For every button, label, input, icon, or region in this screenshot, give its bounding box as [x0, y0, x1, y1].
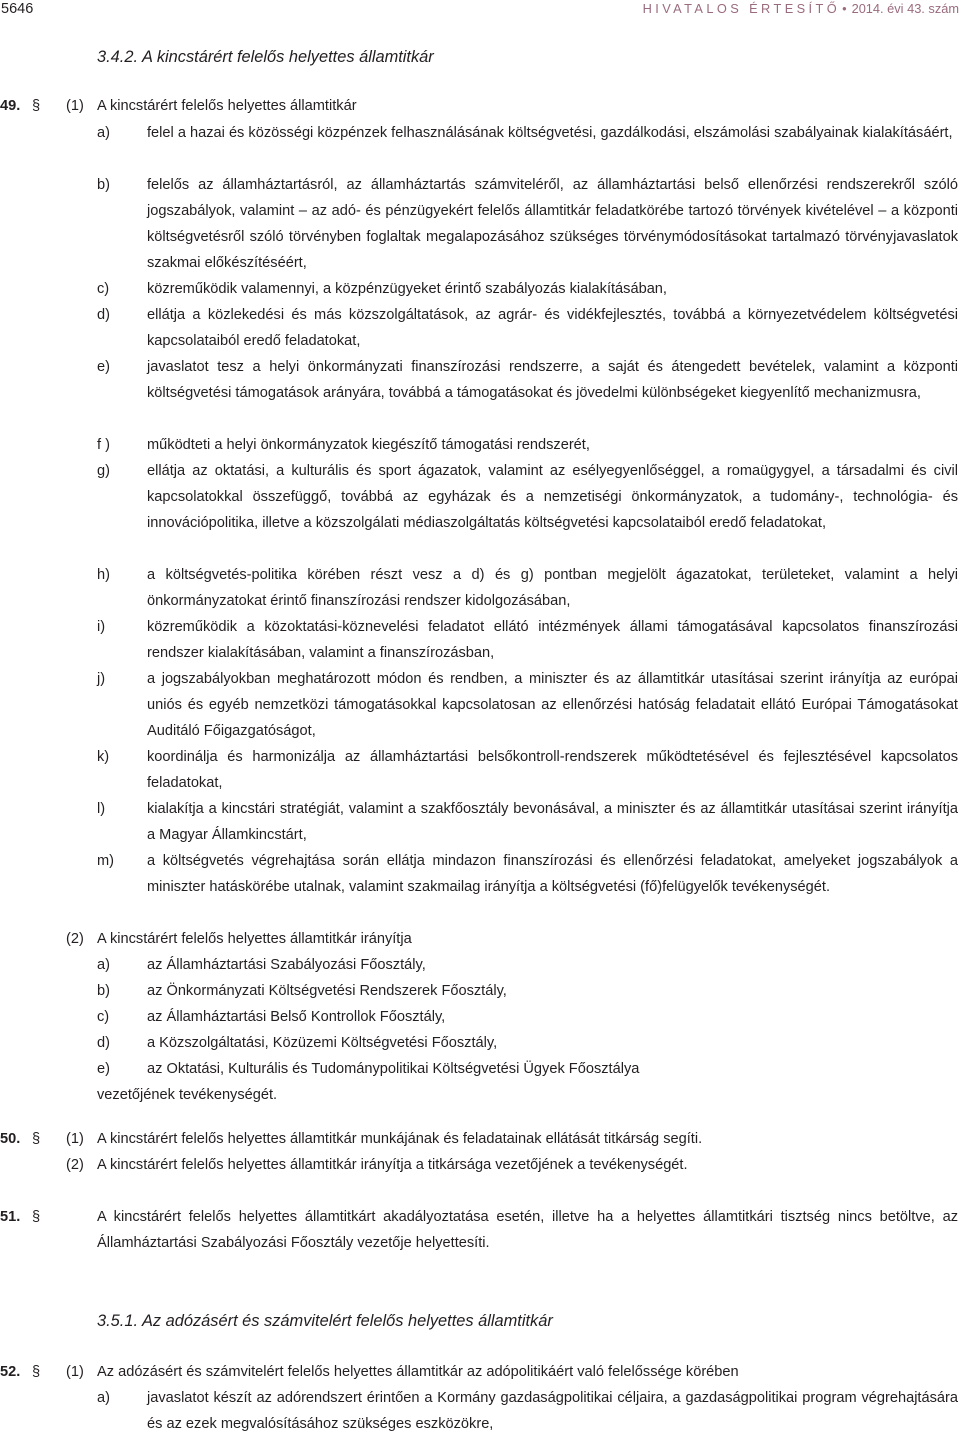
paragraph-text: A kincstárért felelős helyettes államtitkár irányítja a titkársága vezetőjének a tevékenységét. — [97, 1157, 688, 1173]
item-label: k) — [97, 749, 110, 765]
section-text: A kincstárért felelős helyettes államtitkárt akadályoztatása esetén, illetve ha a helyettes államtitkári tisztség nincs betöltve, az Államháztartási Szabályozási Főosztály vezetője helyettesíti. — [97, 1209, 958, 1251]
section-mark: § — [32, 1209, 41, 1225]
paragraph-number: (2) — [66, 931, 84, 947]
item-label: a) — [97, 1390, 110, 1406]
item-label: j) — [97, 671, 106, 687]
item-text: a Közszolgáltatási, Közüzemi Költségvetési Főosztály, — [147, 1035, 498, 1051]
item-label: i) — [97, 619, 106, 635]
item-label: d) — [97, 1035, 110, 1051]
item-label: b) — [97, 177, 110, 193]
paragraph-number: (1) — [66, 98, 84, 114]
item-label: h) — [97, 567, 110, 583]
page-number: 5646 — [1, 1, 34, 17]
journal-issue: 2014. évi 43. szám — [851, 1, 959, 16]
item-label: e) — [97, 359, 110, 375]
item-text: felel a hazai és közösségi közpénzek felhasználásának költségvetési, gazdálkodási, elszámolási szabályainak kialakításáért, — [147, 125, 953, 141]
item-label: c) — [97, 281, 110, 297]
item-text: koordinálja és harmonizálja az államháztartási belsőkontroll-rendszerek működtetésével és fejlesztésével kapcsolatos feladatokat, — [147, 749, 958, 791]
paragraph-number: (2) — [66, 1157, 84, 1173]
paragraph-number: (1) — [66, 1364, 84, 1380]
paragraph-tail: vezetőjének tevékenységét. — [97, 1087, 278, 1103]
item-text: javaslatot tesz a helyi önkormányzati finanszírozási rendszerre, a saját és átengedett bevételek, valamint a központi költségvetési támogatások arányára, továbbá a támogatásokat és jövedelmi különbségeket kiegyenlítő mechanizmusra, — [147, 359, 958, 401]
item-text: a költségvetés-politika körében részt vesz a d) és g) pontban megjelölt ágazatokat, területeket, valamint a helyi önkormányzatokat érintő finanszírozási rendszer kidolgozásában, — [147, 567, 958, 609]
item-label: l) — [97, 801, 106, 817]
journal-name: HIVATALOS ÉRTESÍTŐ — [642, 1, 841, 16]
item-text: az Államháztartási Szabályozási Főosztály, — [147, 957, 426, 973]
journal-title — [643, 0, 959, 18]
section-number: 50. — [0, 1131, 21, 1147]
header-separator: • — [842, 1, 847, 16]
item-text: közreműködik a közoktatási-köznevelési feladatot ellátó intézmények állami támogatásával kapcsolatos finanszírozási rendszer kialakításában, valamint a finanszírozásban, — [147, 619, 958, 661]
item-text: javaslatot készít az adórendszert érintően a Kormány gazdaságpolitikai céljaira, a gazdaságpolitikai program végrehajtására és az ezek megvalósításához szükséges eszközökre, — [147, 1390, 958, 1432]
section-mark: § — [32, 98, 41, 114]
item-text: a jogszabályokban meghatározott módon és rendben, a miniszter és az államtitkár utasításai szerint irányítja az európai uniós és egyéb nemzetközi támogatásokkal kapcsolatosan az ellenőrzési hatóság feladatait ellátó Európai Támogatásokat Auditáló Főigazgatóságot, — [147, 671, 958, 739]
paragraph-text: A kincstárért felelős helyettes államtitkár munkájának és feladatainak ellátását titkárság segíti. — [97, 1131, 703, 1147]
section-mark: § — [32, 1131, 41, 1147]
item-text: felelős az államháztartásról, az államháztartás számviteléről, az államháztartási belső ellenőrzési rendszerekről szóló jogszabályok, valamint – az adó- és pénzügyekért felelős államtitkár feladatkörébe tartozó törvények kivételével – a központi költségvetésről szóló törvényben foglaltak megalapozásához szükséges törvénymódosításokat tartalmazó törvényjavaslatok szakmai előkészítéséért, — [147, 177, 958, 271]
item-text: ellátja a közlekedési és más közszolgáltatások, az agrár- és vidékfejlesztés, továbbá a környezetvédelem költségvetési kapcsolataiból eredő feladatokat, — [147, 307, 958, 349]
item-label: e) — [97, 1061, 110, 1077]
item-text: az Oktatási, Kulturális és Tudománypolitikai Költségvetési Ügyek Főosztálya — [147, 1061, 640, 1077]
paragraph-intro: Az adózásért és számvitelért felelős helyettes államtitkár az adópolitikáért való felelőssége körében — [97, 1364, 739, 1380]
item-text: a költségvetés végrehajtása során ellátja mindazon finanszírozási és ellenőrzési feladatokat, amelyeket jogszabályok a miniszter hatáskörébe utalnak, valamint szakmailag irányítja a költségvetési (fő)felügyelők tevékenységét. — [147, 853, 958, 895]
item-label: b) — [97, 983, 110, 999]
paragraph-intro: A kincstárért felelős helyettes államtitkár — [97, 98, 357, 114]
item-label: m) — [97, 853, 115, 869]
item-label: f ) — [97, 437, 110, 453]
item-text: az Önkormányzati Költségvetési Rendszerek Főosztály, — [147, 983, 507, 999]
item-label: a) — [97, 125, 110, 141]
section-mark: § — [32, 1364, 41, 1380]
item-text: kialakítja a kincstári stratégiát, valamint a szakfőosztály bevonásával, a miniszter és az államtitkár utasításai szerint irányítja a Magyar Államkincstárt, — [147, 801, 958, 843]
item-label: a) — [97, 957, 110, 973]
paragraph-intro: A kincstárért felelős helyettes államtitkár irányítja — [97, 931, 412, 947]
section-title-2: 3.5.1. Az adózásért és számvitelért felelős helyettes államtitkár — [97, 1312, 553, 1330]
item-label: d) — [97, 307, 110, 323]
item-text: közreműködik valamennyi, a közpénzügyeket érintő szabályozás kialakításában, — [147, 281, 667, 297]
running-header — [0, 0, 960, 20]
item-label: c) — [97, 1009, 110, 1025]
section-title: 3.4.2. A kincstárért felelős helyettes államtitkár — [97, 48, 434, 66]
item-text: ellátja az oktatási, a kulturális és sport ágazatok, valamint az esélyegyenlőséggel, a romaügygyel, a társadalmi és civil kapcsolatokkal összefüggő, továbbá az egyházak és a nemzetiségi önkormányzatok, a tudomány-, technológia- és innovációpolitika, illetve a közszolgálati médiaszolgáltatás költségvetési kapcsolataiból eredő feladatokat, — [147, 463, 958, 531]
item-text: működteti a helyi önkormányzatok kiegészítő támogatási rendszerét, — [147, 437, 590, 453]
paragraph-number: (1) — [66, 1131, 84, 1147]
item-label: g) — [97, 463, 110, 479]
section-number: 51. — [0, 1209, 21, 1225]
section-number: 49. — [0, 98, 21, 114]
section-number: 52. — [0, 1364, 21, 1380]
item-text: az Államháztartási Belső Kontrollok Főosztály, — [147, 1009, 446, 1025]
